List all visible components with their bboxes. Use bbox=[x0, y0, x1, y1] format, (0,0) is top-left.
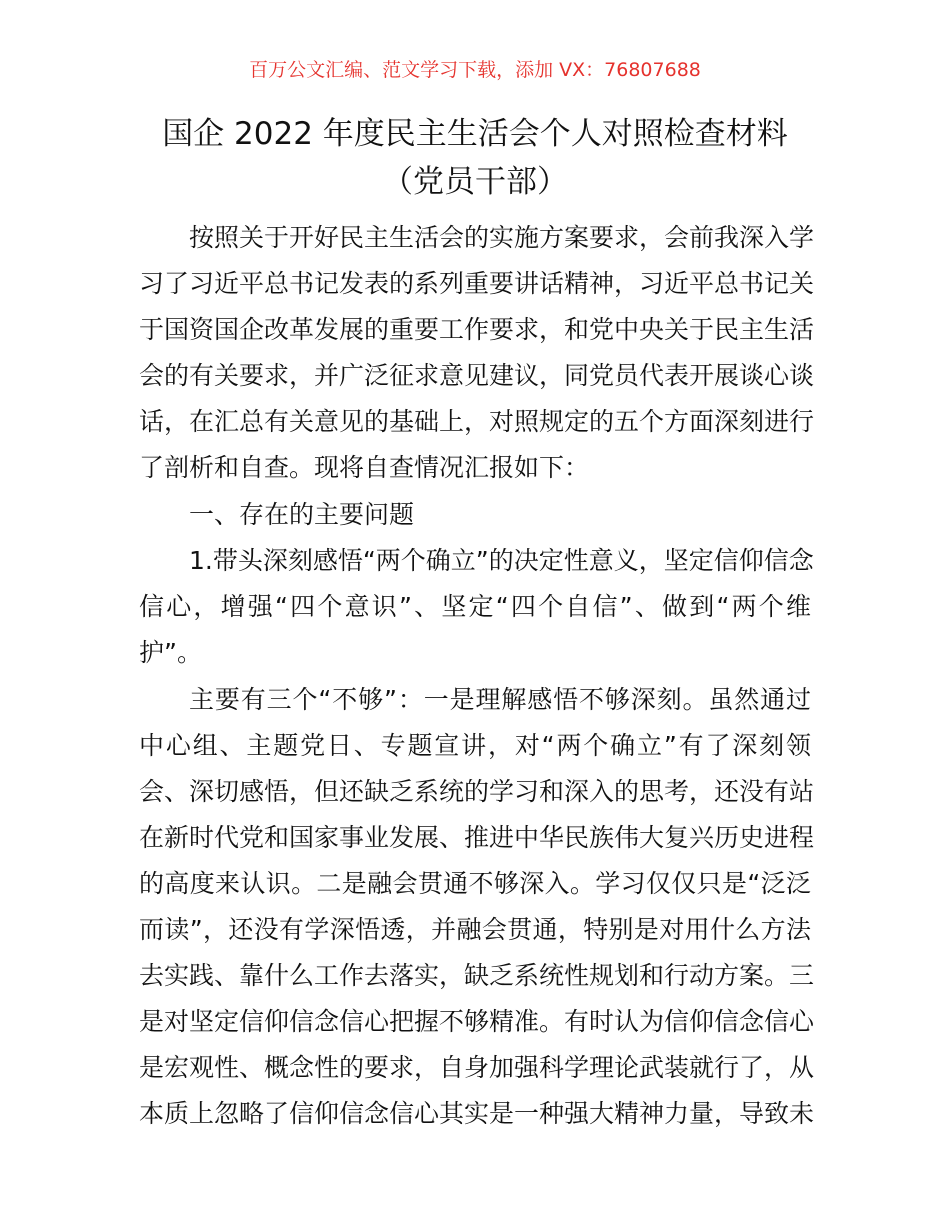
body-line: 主要有三个“不够”：一是理解感悟不够深刻。虽然通过 bbox=[189, 685, 811, 714]
promo-banner: 百万公文汇编、范文学习下载，添加 VX：76807688 bbox=[249, 59, 701, 81]
body-line: 信心，增强“四个意识”、坚定“四个自信”、做到“两个维 bbox=[139, 592, 811, 621]
body-line: 1.带头深刻感悟“两个确立”的决定性意义，坚定信仰信念 bbox=[189, 546, 814, 575]
body-line: 的高度来认识。二是融会贯通不够深入。学习仅仅只是“泛泛 bbox=[139, 869, 811, 898]
body-line: 去实践、靠什么工作去落实，缺乏系统性规划和行动方案。三 bbox=[139, 961, 815, 990]
body-line: 本质上忽略了信仰信念信心其实是一种强大精神力量，导致未 bbox=[139, 1099, 815, 1128]
body-line: 在新时代党和国家事业发展、推进中华民族伟大复兴历史进程 bbox=[139, 823, 815, 852]
body-line: 是对坚定信仰信念信心把握不够精准。有时认为信仰信念信心 bbox=[139, 1007, 815, 1036]
body-line: 话，在汇总有关意见的基础上，对照规定的五个方面深刻进行 bbox=[139, 407, 815, 436]
body-line: 会的有关要求，并广泛征求意见建议，同党员代表开展谈心谈 bbox=[139, 361, 815, 390]
document-title bbox=[0, 110, 950, 206]
body-line: 会、深切感悟，但还缺乏系统的学习和深入的思考，还没有站 bbox=[139, 777, 815, 806]
body-line: 于国资国企改革发展的重要工作要求，和党中央关于民主生活 bbox=[139, 315, 815, 344]
body-line: 按照关于开好民主生活会的实施方案要求，会前我深入学 bbox=[189, 223, 815, 252]
title-line-2: （党员干部） bbox=[382, 164, 568, 200]
body-line: 习了习近平总书记发表的系列重要讲话精神，习近平总书记关 bbox=[139, 269, 815, 298]
section-heading: 一、存在的主要问题 bbox=[189, 500, 415, 529]
body-line: 是宏观性、概念性的要求，自身加强科学理论武装就行了，从 bbox=[139, 1053, 815, 1082]
title-line-1: 国企 2022 年度民主生活会个人对照检查材料 bbox=[162, 116, 788, 152]
body-line: 中心组、主题党日、专题宣讲，对“两个确立”有了深刻领 bbox=[139, 731, 811, 760]
body-line: 而读”，还没有学深悟透，并融会贯通，特别是对用什么方法 bbox=[139, 915, 811, 944]
body-line: 了剖析和自查。现将自查情况汇报如下： bbox=[139, 453, 590, 482]
body-line: 护”。 bbox=[139, 638, 202, 667]
